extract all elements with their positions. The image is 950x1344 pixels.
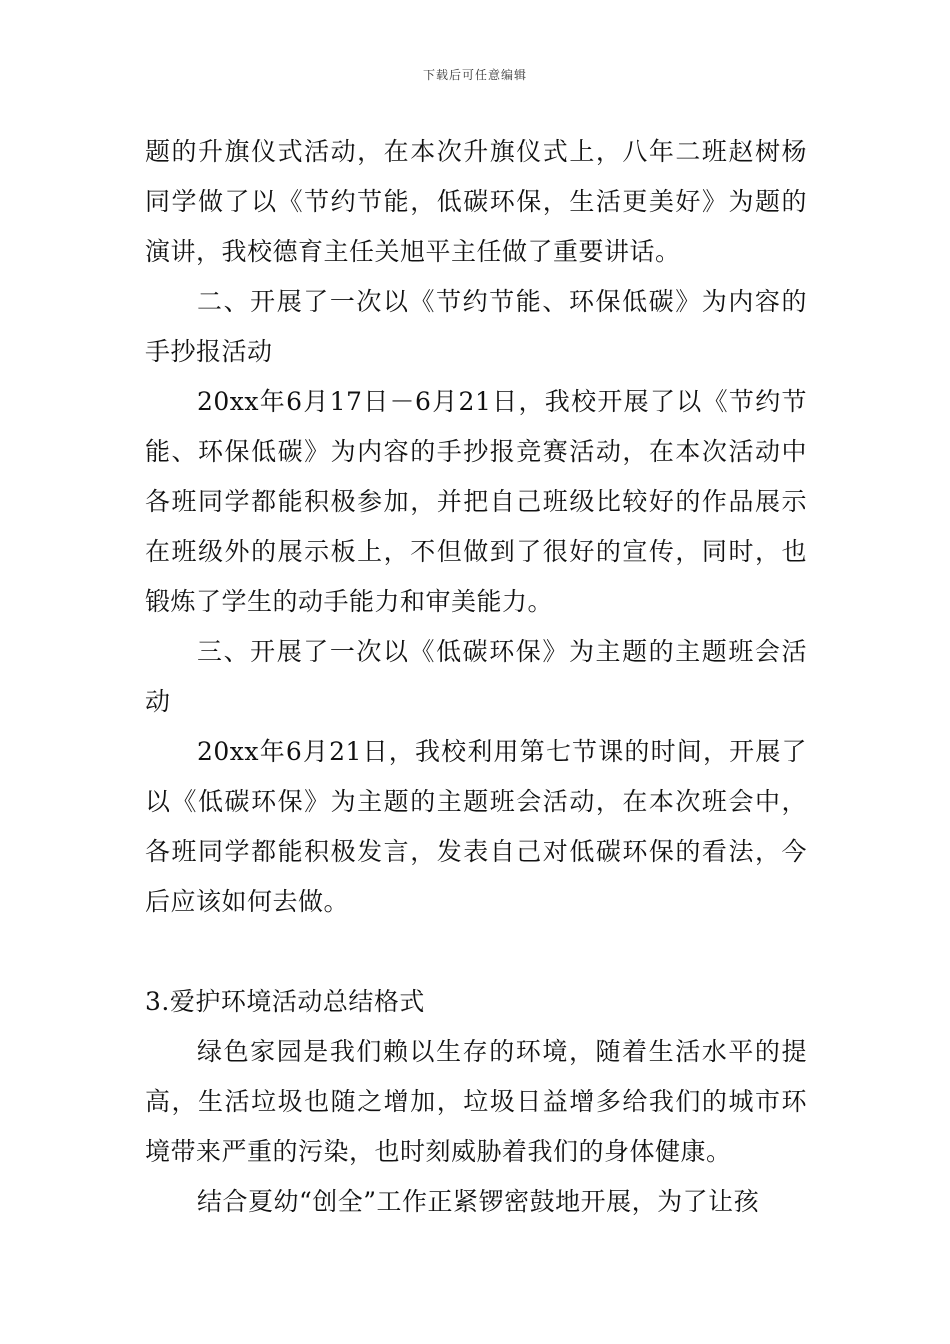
document-body xyxy=(145,127,807,1227)
article-title: 3.爱护环境活动总结格式 xyxy=(145,987,425,1016)
paragraph-continued: 结合夏幼“创全”工作正紧锣密鼓地开展，为了让孩 xyxy=(197,1187,760,1216)
paragraph-intro: 绿色家园是我们赖以生存的环境，随着生活水平的提高，生活垃圾也随之增加，垃圾日益增多给我们的城市环境带来严重的污染，也时刻威胁着我们的身体健康。 xyxy=(145,1037,807,1166)
paragraph-poster-activity: 20xx年6月17日－6月21日，我校开展了以《节约节能、环保低碳》为内容的手抄报竞赛活动，在本次活动中各班同学都能积极参加，并把自己班级比较好的作品展示在班级外的展示板上，不但做到了很好的宣传，同时，也锻炼了学生的动手能力和审美能力。 xyxy=(145,387,807,616)
paragraph-class-meeting: 20xx年6月21日，我校利用第七节课的时间，开展了以《低碳环保》为主题的主题班会活动，在本次班会中，各班同学都能积极发言，发表自己对低碳环保的看法，今后应该如何去做。 xyxy=(145,737,807,916)
paragraph-spacer xyxy=(145,927,807,977)
section-heading-3: 三、开展了一次以《低碳环保》为主题的主题班会活动 xyxy=(145,637,807,716)
paragraph-continuation: 题的升旗仪式活动，在本次升旗仪式上，八年二班赵树杨同学做了以《节约节能，低碳环保，生活更美好》为题的演讲，我校德育主任关旭平主任做了重要讲话。 xyxy=(145,137,807,266)
header-note: 下载后可任意编辑 xyxy=(422,68,527,82)
section-heading-2: 二、开展了一次以《节约节能、环保低碳》为内容的手抄报活动 xyxy=(145,287,807,366)
